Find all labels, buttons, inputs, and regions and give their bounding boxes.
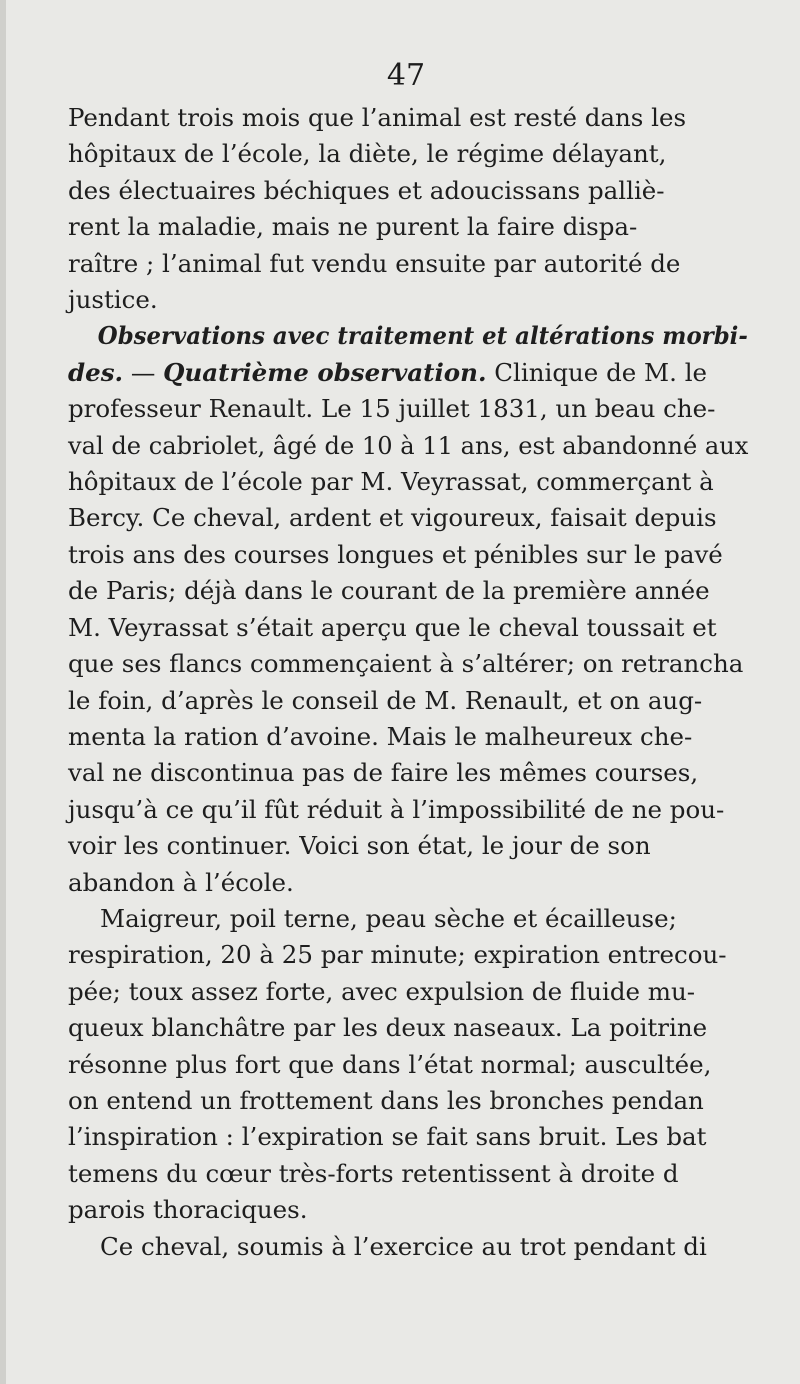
text-line: trois ans des courses longues et pénibles sur le pavé <box>68 539 723 569</box>
text-line: hôpitaux de l’école par M. Veyrassat, commerçant à <box>68 467 714 497</box>
dash: — <box>123 357 164 387</box>
text-line <box>68 355 748 391</box>
paragraph-4 <box>68 1229 748 1265</box>
text-line <box>68 318 748 354</box>
text-line: Pendant trois mois que l’animal est resté dans les <box>68 103 687 132</box>
text-line: queux blanchâtre par les deux naseaux. La poitrine <box>68 1013 708 1043</box>
text-line: que ses flancs commençaient à s’altérer; on retrancha <box>68 649 744 679</box>
text-line: val ne discontinua pas de faire les mêmes courses, <box>68 758 699 788</box>
paragraph-3 <box>68 901 748 1229</box>
text-line: de Paris; déjà dans le courant de la première année <box>68 576 710 606</box>
paragraph-1 <box>68 100 748 318</box>
text-line: pée; toux assez forte, avec expulsion de fluide mu- <box>68 976 696 1006</box>
text-line: rent la maladie, mais ne purent la faire dispa- <box>68 212 638 242</box>
text-line: on entend un frottement dans les bronches pendan <box>68 1085 704 1115</box>
text-fragment: Clinique de M. le <box>486 357 708 387</box>
text-line: résonne plus fort que dans l’état normal; auscultée, <box>68 1049 712 1079</box>
text-line: Ce cheval, soumis à l’exercice au trot pendant di <box>100 1231 707 1261</box>
text-line: l’inspiration : l’expiration se fait sans bruit. Les bat <box>68 1122 707 1152</box>
text-line: menta la ration d’avoine. Mais le malheureux che- <box>68 721 693 751</box>
text-line: abandon à l’école. <box>68 867 294 897</box>
text-line: le foin, d’après le conseil de M. Renault, et on aug- <box>68 685 703 715</box>
text-line: Maigreur, poil terne, peau sèche et écailleuse; <box>100 903 677 933</box>
text-line: M. Veyrassat s’était aperçu que le cheval toussait et <box>68 612 717 642</box>
text-line: raître ; l’animal fut vendu ensuite par autorité de <box>68 248 681 278</box>
text-line: temens du cœur très-forts retentissent à droite d <box>68 1158 679 1188</box>
page-number: 47 <box>386 58 426 93</box>
text-line: parois thoraciques. <box>68 1195 308 1225</box>
text-line: val de cabriolet, âgé de 10 à 11 ans, est abandonné aux <box>68 430 749 460</box>
text-line: voir les continuer. Voici son état, le jour de son <box>68 831 651 861</box>
section-heading: Observations avec traitement et altérations morbi- <box>97 321 748 351</box>
observation-title: Quatrième observation. <box>163 357 487 387</box>
text-line: Bercy. Ce cheval, ardent et vigoureux, faisait depuis <box>68 503 717 533</box>
text-line: respiration, 20 à 25 par minute; expiration entrecou- <box>68 940 727 970</box>
page-text <box>68 100 748 1265</box>
section-heading-end: des. <box>68 357 124 387</box>
text-line: professeur Renault. Le 15 juillet 1831, un beau che- <box>68 394 716 424</box>
text-line: justice. <box>68 285 158 315</box>
paragraph-2 <box>68 318 748 901</box>
text-line: hôpitaux de l’école, la diète, le régime délayant, <box>68 139 667 169</box>
text-line: jusqu’à ce qu’il fût réduit à l’impossibilité de ne pou- <box>68 794 725 824</box>
text-line: des électuaires béchiques et adoucissans palliè- <box>68 175 665 205</box>
